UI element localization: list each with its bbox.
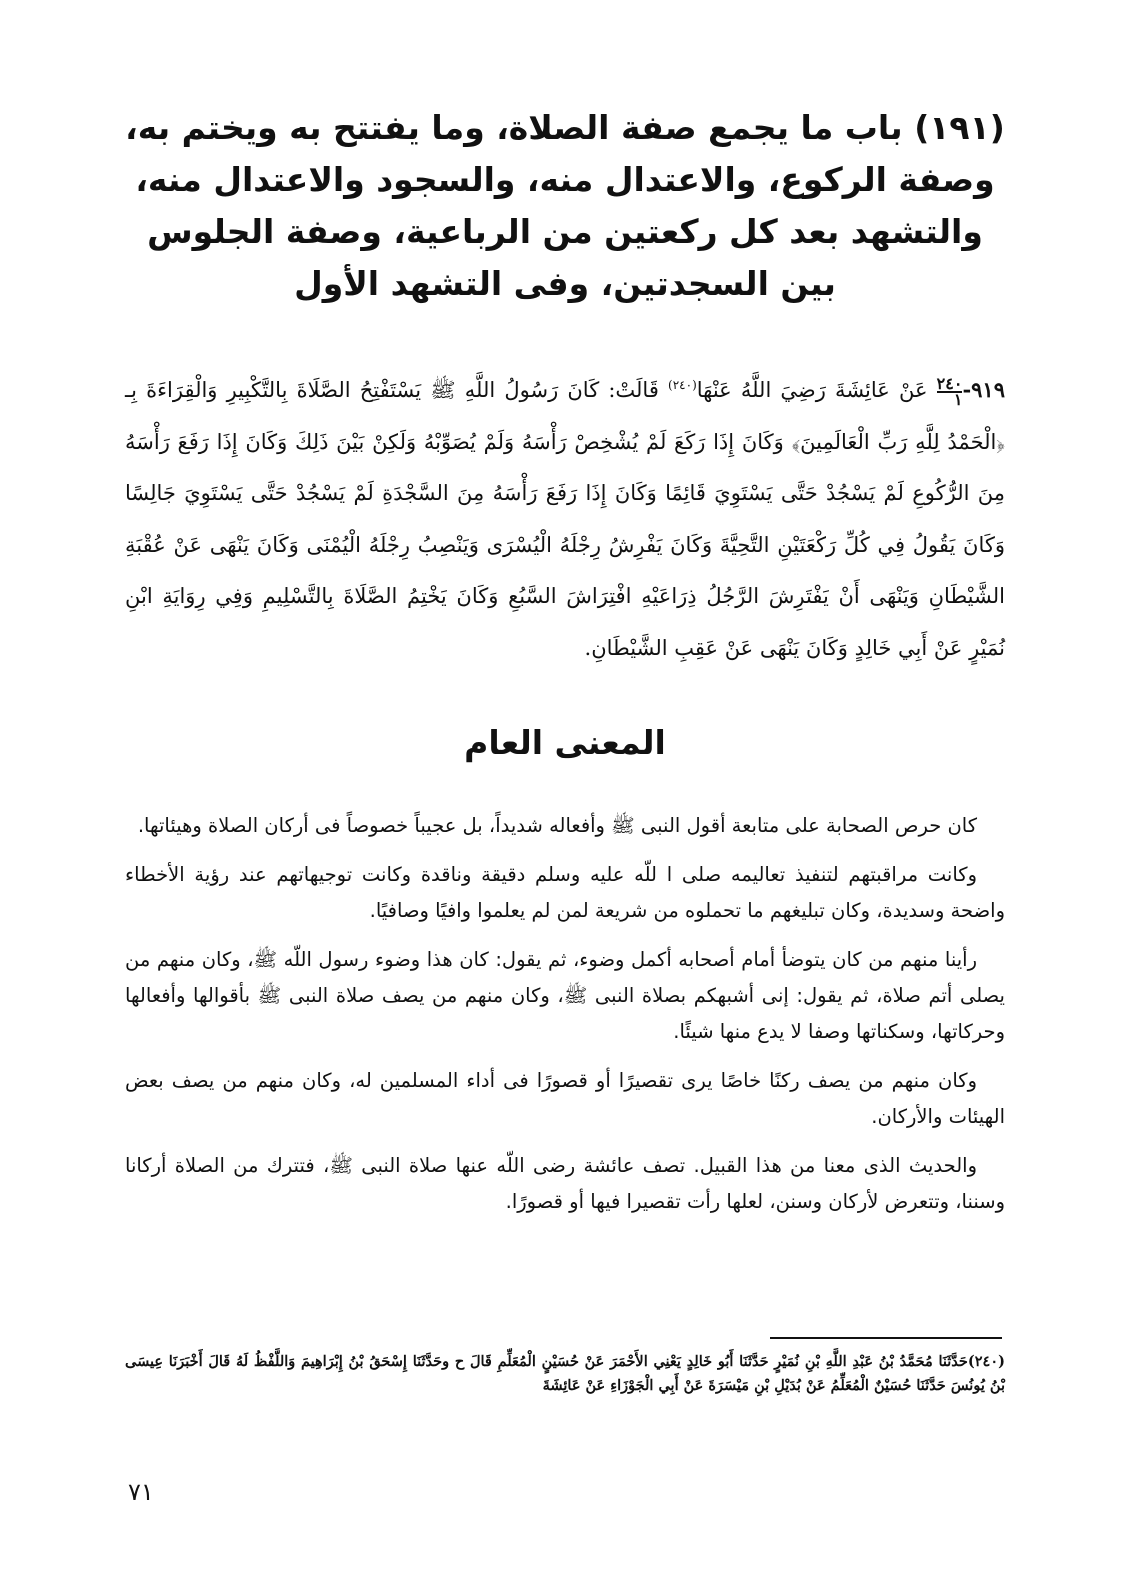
footnote-text: حَدَّثَنَا مُحَمَّدُ بْنُ عَبْدِ اللَّهِ بْنِ نُمَيْرٍ حَدَّثَنَا أَبُو خَالِدٍ يَعْنِي الأَحْمَرَ عَنْ حُسَيْنٍ الْمُعَلِّمِ قَالَ ح وحَدَّثَنَا إِسْحَقُ بْنُ إِبْرَاهِيمَ وَاللَّفْظُ لَهُ قَالَ أَخْبَرَنَا عِيسَى بْنُ يُونُسَ حَدَّثَنَا حُسَيْنٌ الْمُعَلِّمُ عَنْ بُدَيْلِ بْنِ مَيْسَرَةَ عَنْ أَبِي الْجَوْزَاءِ عَنْ عَائِشَةَ xyxy=(125,1353,1005,1394)
paragraph: وكان منهم من يصف ركنًا خاصًا يرى تقصيرًا أو قصورًا فى أداء المسلمين له، وكان منهم من يصف بعض الهيئات والأركان. xyxy=(125,1069,1005,1128)
footnote-marker: (٢٤٠) xyxy=(668,378,697,392)
commentary xyxy=(125,808,1005,1233)
hadith-ref-bottom: ١ xyxy=(953,389,963,409)
hadith-text xyxy=(125,360,1005,674)
hadith-narrator: عَنْ عَائِشَةَ رَضِيَ اللَّهُ عَنْهَا xyxy=(696,378,928,402)
section-heading: المعنى العام xyxy=(464,723,666,762)
chapter-title-line: بين السجدتين، وفى التشهد الأول xyxy=(294,264,836,303)
chapter-title-line: (١٩١) باب ما يجمع صفة الصلاة، وما يفتتح به ويختم به، xyxy=(125,108,1005,147)
chapter-title-line: وصفة الركوع، والاعتدال منه، والسجود والاعتدال منه، xyxy=(135,160,995,199)
footnote-number: (٢٤٠) xyxy=(967,1353,1005,1370)
paragraph: وكانت مراقبتهم لتنفيذ تعاليمه صلى ا للّه عليه وسلم دقيقة وناقدة وكانت توجيهاتهم عند رؤية الأخطاء واضحة وسديدة، وكان تبليغهم ما تحملوه من شريعة لمن لم يعلموا وافيًا وصافيًا. xyxy=(125,863,1005,922)
paragraph: والحديث الذى معنا من هذا القبيل. تصف عائشة رضى اللّه عنها صلاة النبى ﷺ، فتترك من الصلاة أركانا وسننا، وتتعرض لأركان وسنن، لعلها رأت تقصيرا فيها أو قصورًا. xyxy=(125,1154,1005,1213)
footnote-divider xyxy=(770,1337,1002,1339)
hadith-ref-top: ٢٤٠ xyxy=(936,373,963,393)
hadith-body: قَالَتْ: كَانَ رَسُولُ اللَّهِ ﷺ يَسْتَفْتِحُ الصَّلَاةَ بِالتَّكْبِيرِ وَالْقِرَاءَةَ بِـ ﴿الْحَمْدُ لِلَّهِ رَبِّ الْعَالَمِينَ﴾ وَكَانَ إِذَا رَكَعَ لَمْ يُشْخِصْ رَأْسَهُ وَلَمْ يُصَوِّبْهُ وَلَكِنْ بَيْنَ ذَلِكَ وَكَانَ إِذَا رَفَعَ رَأْسَهُ مِنَ الرُّكُوعِ لَمْ يَسْجُدْ حَتَّى يَسْتَوِيَ قَائِمًا وَكَانَ إِذَا رَفَعَ رَأْسَهُ مِنَ السَّجْدَةِ لَمْ يَسْجُدْ حَتَّى يَسْتَوِيَ جَالِسًا وَكَانَ يَقُولُ فِي كُلِّ رَكْعَتَيْنِ التَّحِيَّةَ وَكَانَ يَفْرِشُ رِجْلَهُ الْيُسْرَى وَيَنْصِبُ رِجْلَهُ الْيُمْنَى وَكَانَ يَنْهَى عَنْ عُقْبَةِ الشَّيْطَانِ وَيَنْهَى أَنْ يَفْتَرِشَ الرَّجُلُ ذِرَاعَيْهِ افْتِرَاشَ السَّبُعِ وَكَانَ يَخْتِمُ الصَّلَاةَ بِالتَّسْلِيمِ وَفِي رِوَايَةِ ابْنِ نُمَيْرٍ عَنْ أَبِي خَالِدٍ وَكَانَ يَنْهَى عَنْ عَقِبِ الشَّيْطَانِ. xyxy=(125,378,1005,660)
hadith-reference xyxy=(936,373,963,409)
chapter-title xyxy=(125,102,1005,310)
hadith-number: ٩١٩- xyxy=(962,377,1005,402)
paragraph: كان حرص الصحابة على متابعة أقول النبى ﷺ وأفعاله شديداً، بل عجيباً خصوصاً فى أركان الصلاة وهيئاتها. xyxy=(137,814,977,837)
footnote xyxy=(125,1350,1005,1398)
paragraph: رأينا منهم من كان يتوضأ أمام أصحابه أكمل وضوء، ثم يقول: كان هذا وضوء رسول اللّه ﷺ، وكان منهم من يصلى أتم صلاة، ثم يقول: إنى أشبهكم بصلاة النبى ﷺ، وكان منهم من يصف صلاة النبى ﷺ بأقوالها وأفعالها وحركاتها، وسكناتها وصفا لا يدع منها شيئًا. xyxy=(125,948,1005,1043)
page-number: ٧١ xyxy=(128,1478,154,1506)
chapter-title-line: والتشهد بعد كل ركعتين من الرباعية، وصفة الجلوس xyxy=(147,212,983,251)
